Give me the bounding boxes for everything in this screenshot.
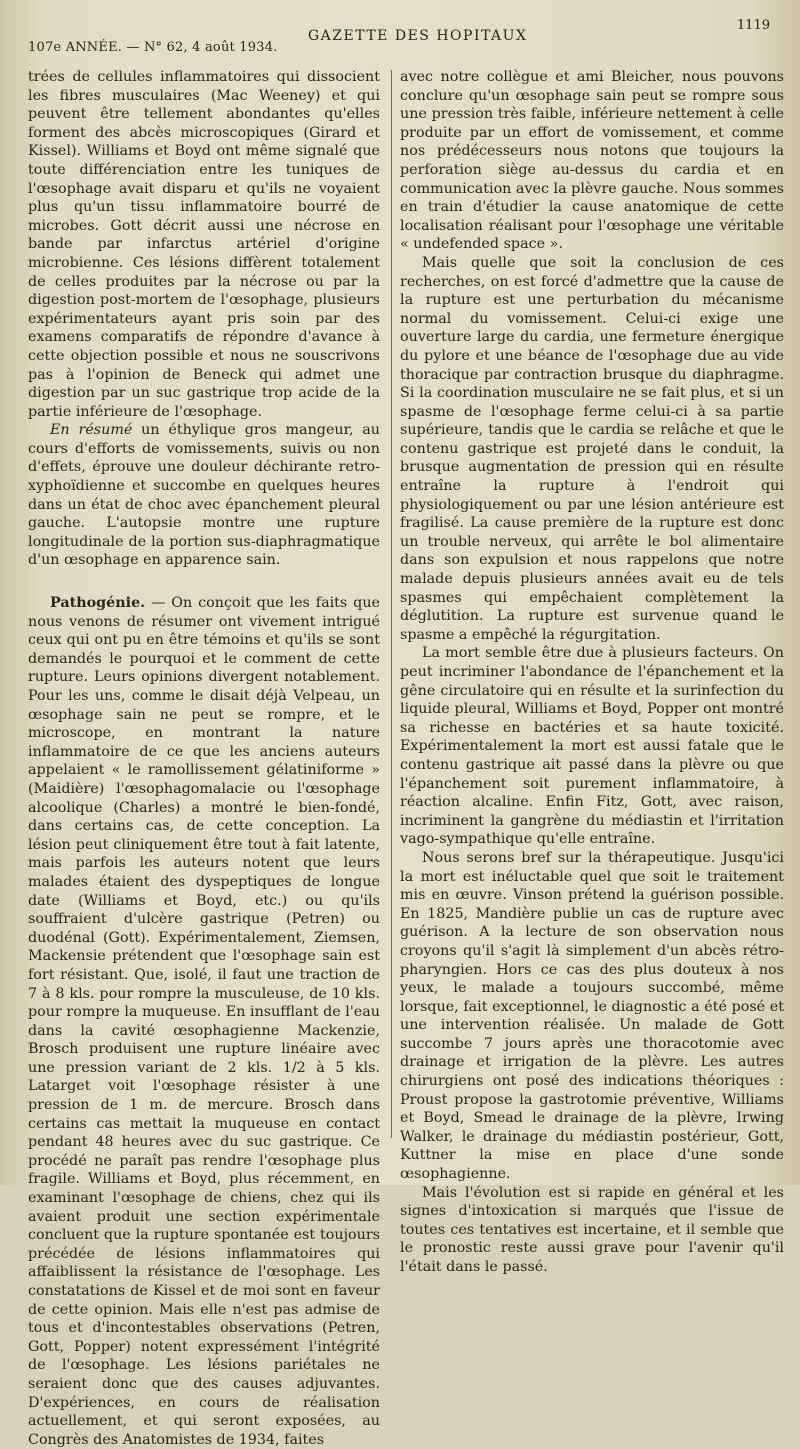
paragraph: Nous serons bref sur la thérapeutique. Jusqu'ici la mort est inéluctable quel que soit le traitement mis en œuvre. Vinson prétend la guérison possible. En 1825, Mandière publie un cas de rupture avec guérison. A la lecture de son observation nous croyons qu'il s'agit là simplement d'un abcès rétro-pharyngien. Hors ce cas des plus douteux à nos yeux, le malade a toujours succombé, même lorsque, fait exceptionnel, le diagnostic a été posé et une intervention réalisée. Un malade de Gott succombe 7 jours après une thoracotomie avec drainage et irrigation de la plèvre. Les autres chirurgiens ont posé des indications théoriques : Proust propose la gastrotomie préventive, Williams et Boyd, Smead le drainage de la plèvre, Irwing Walker, le drainage du médiastin postérieur, Gott, Kuttner la mise en place d'une sonde œsophagienne. [400, 849, 784, 1183]
pathogenie-text: — On conçoit que les faits que nous venons de résumer ont vivement intrigué ceux qui ont pu en être témoins et qu'ils se sont demandés le pourquoi et le comment de cette rupture. Leurs opinions divergent notablement. Pour les uns, comme le disait déjà Velpeau, un œsophage sain ne peut se rompre, et le microscope, en montrant la nature inflammatoire de ce que les anciens auteurs appelaient « le ramollissement gélatiniforme » (Maidière) l'œsophagomalacie ou l'œsophage alcoolique (Charles) a montré le bien-fondé, dans certains cas, de cette conception. La lésion peut cliniquement être tout à fait latente, mais parfois les auteurs notent que leurs malades étaient des dyspeptiques de longue date (Williams et Boyd, etc.) ou qu'ils souffraient d'ulcère gastrique (Petren) ou duodénal (Gott). Expérimentalement, Ziemsen, Mackensie prétendent que l'œsophage sain est fort résistant. Que, isolé, il faut une traction de 7 à 8 kls. pour rompre la musculeuse, de 10 kls. pour rompre la muqueuse. En insufflant de l'eau dans la cavité œsophagienne Mackenzie, Brosch produisent une rupture linéaire avec une pression variant de 2 kls. 1/2 à 5 kls. Latarget voit l'œsophage résister à une pression de 1 m. de mercure. Brosch dans certains cas mettait la muqueuse en contact pendant 48 heures avec du suc gastrique. Ce procédé ne paraît pas rendre l'œsophage plus fragile. Williams et Boyd, plus récemment, en examinant l'œsophage de chiens, chez qui ils avaient produit une section expérimentale concluent que la rupture spontanée est toujours précédée de lésions inflammatoires qui affaiblissent la résistance de l'œsophage. Les constatations de Kissel et de moi sont en faveur de cette opinion. Mais elle n'est pas admise de tous et d'incontestables observations (Petren, Gott, Popper) notent expressément l'intégrité de l'œsophage. Les lésions pariétales ne seraient donc que des causes adjuvantes. D'expériences, en cours de réalisation actuellement, et qui seront exposées, au Congrès des Anatomistes de 1934, faites [28, 595, 380, 1448]
right-column [400, 68, 784, 1277]
page-number: 1119 [736, 18, 770, 33]
left-column [28, 68, 380, 1449]
issue-line: 107e ANNÉE. — N° 62, 4 août 1934. [28, 40, 278, 55]
summary-lead: En résumé [50, 422, 133, 439]
page-header [28, 18, 770, 60]
paragraph: Mais quelle que soit la conclusion de ces recherches, on est forcé d'admettre que la cause de la rupture est une perturbation du mécanisme normal du vomissement. Celui-ci exige une ouverture large du cardia, une fermeture énergique du pylore et une béance de l'œsophage due au vide thoracique par contraction brusque du diaphragme. Si la coordination musculaire ne se fait plus, et si un spasme de l'œsophage ferme celui-ci à sa partie supérieure, tandis que le cardia se relâche et que le contenu gastrique est projeté dans le conduit, la brusque augmentation de pression qui en résulte entraîne la rupture à l'endroit qui physiologiquement ou par une lésion antérieure est fragilisé. La cause première de la rupture est donc un trouble nerveux, qui arrête le bol alimentaire dans son expulsion et nous rappelons que notre malade depuis plusieurs années avait eu de tels spasmes qui empêchaient complètement la déglutition. La rupture est survenue quand le spasme a empêché la régurgitation. [400, 254, 784, 643]
summary-text: un éthylique gros mangeur, au cours d'efforts de vomissements, suivis ou non d'effets, éprouve une douleur déchirante retro-xyphoïdienne et succombe en quelques heures dans un état de choc avec épanchement pleural gauche. L'autopsie montre une rupture longitudinale de la portion sus-diaphragmatique d'un œsophage en apparence sain. [28, 422, 380, 569]
column-divider [391, 70, 392, 1138]
paragraph: Mais l'évolution est si rapide en général et les signes d'intoxication si marqués que l'issue de toutes ces tentatives est incertaine, et il semble que le pronostic reste aussi grave pour l'avenir qu'il l'était dans le passé. [400, 1184, 784, 1275]
paragraph-pathogenie [28, 594, 380, 1449]
paragraph: avec notre collègue et ami Bleicher, nous pouvons conclure qu'un œsophage sain peut se rompre sous une pression très faible, inférieure nettement à celle produite par un effort de vomissement, et comme nos prédécesseurs nous notons que toujours la perforation siège au-dessus du cardia et en communication avec la plèvre gauche. Nous sommes en train d'étudier la cause anatomique de cette localisation réalisant pour l'œsophage une véritable « undefended space ». [400, 69, 784, 253]
paragraph: La mort semble être due à plusieurs facteurs. On peut incriminer l'abondance de l'épanchement et la gêne circulatoire qui en résulte et la surinfection du liquide pleural, Williams et Boyd, Popper ont montré sa richesse en bactéries et sa haute toxicité. Expérimentalement la mort est aussi fatale que le contenu gastrique ait passé dans la plèvre ou que l'épanchement soit purement inflammatoire, à réaction alcaline. Enfin Fitz, Gott, avec raison, incriminent la gangrène du médiastin et l'irritation vago-sympathique qu'elle entraîne. [400, 645, 784, 848]
journal-title: GAZETTE DES HOPITAUX [308, 28, 528, 44]
section-gap [28, 570, 380, 594]
paragraph: trées de cellules inflammatoires qui dissocient les fibres musculaires (Mac Weeney) et qui peuvent être tellement abondantes qu'elles forment des abcès microscopiques (Girard et Kissel). Williams et Boyd ont même signalé que toute différenciation entre les tuniques de l'œsophage avait disparu et qu'ils ne voyaient plus qu'un tissu inflammatoire bourré de microbes. Gott décrit aussi une nécrose en bande par infarctus artériel d'origine microbienne. Ces lésions diffèrent totalement de celles produites par la nécrose ou par la digestion post-mortem de l'œsophage, plusieurs expérimentateurs ayant pris soin par des examens comparatifs de répondre d'avance à cette objection possible et nous ne souscrivons pas à l'opinion de Beneck qui admet une digestion par un suc gastrique trop acide de la partie inférieure de l'œsophage. [28, 69, 380, 420]
paragraph-summary [28, 421, 380, 570]
section-heading: Pathogénie. [50, 595, 146, 612]
